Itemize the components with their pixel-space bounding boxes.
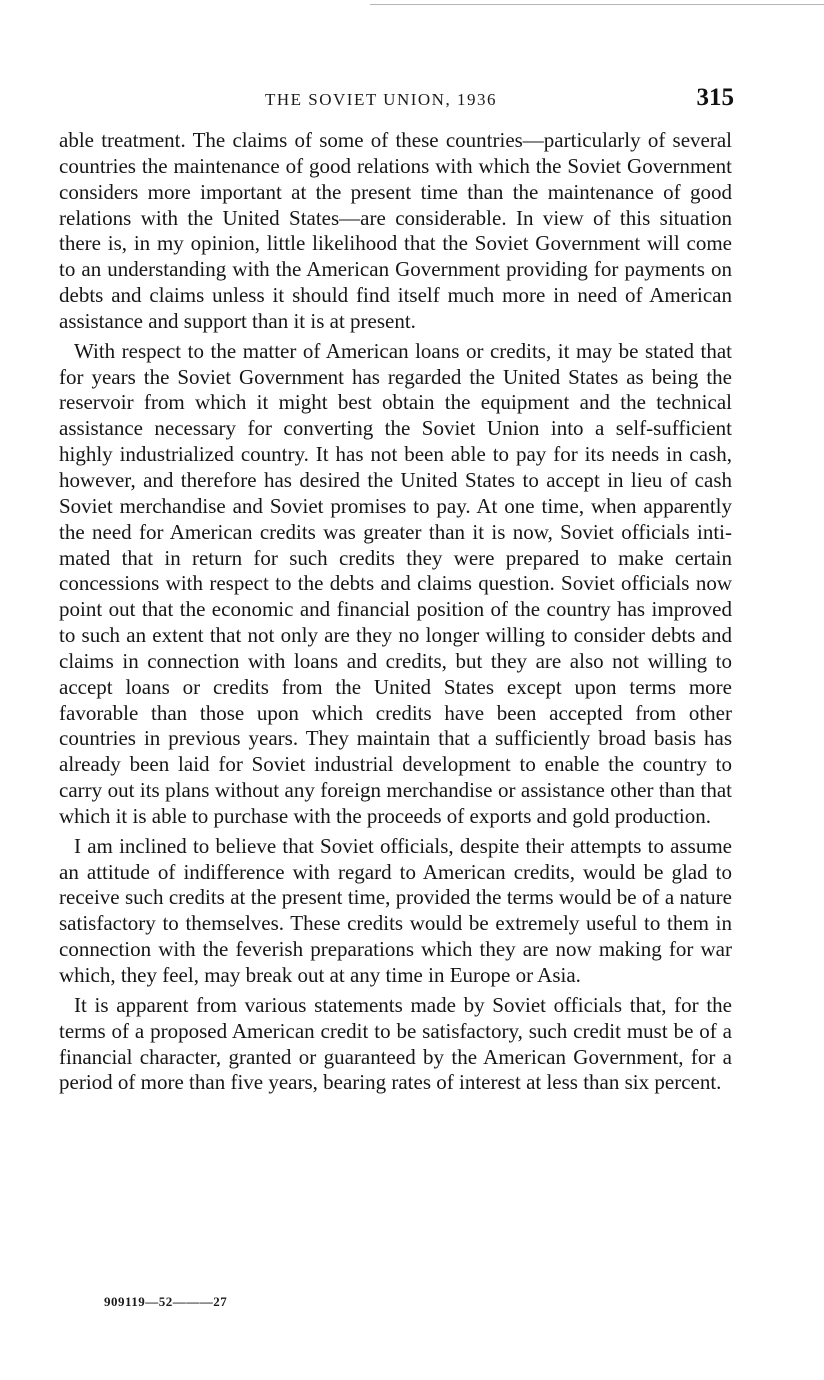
page-number: 315 (696, 84, 734, 111)
running-head-title: THE SOVIET UNION, 1936 (265, 90, 497, 109)
page-body (59, 128, 732, 1100)
printing-code: 909119—52———27 (104, 1294, 228, 1309)
top-edge-rule (370, 4, 824, 5)
paragraph-indifference: I am inclined to believe that Soviet officials, despite their attempts to assume an attitude of indifference with regard to American credits, would be glad to receive such credits at the present time, provided the terms would be of a nature satisfactory to themselves. These credits would be extremely useful to them in connection with the feverish preparations which they are now making for war which, they feel, may break out at any time in Europe or Asia. (59, 833, 732, 987)
paragraph-credit-terms: It is apparent from various statements made by Soviet officials that, for the terms of a proposed American credit to be satisfactory, such credit must be of a financial character, granted or guaranteed by the American Government, for a period of more than five years, bearing rates of interest at less than six percent. (59, 992, 732, 1095)
paragraph-loans-credits: With respect to the matter of American loans or credits, it may be stated that for years the Soviet Government has regarded the United States as being the reservoir from which it might best obtain the equipment and the technical assistance necessary for converting the Soviet Union into a self-sufficient highly industrialized country. It has not been able to pay for its needs in cash, however, and therefore has desired the United States to accept in lieu of cash Soviet merchandise and Soviet promises to pay. At one time, when apparently the need for American credits was greater than it is now, Soviet officials intimated that in return for such credits they were prepared to make certain concessions with respect to the debts and claims question. Soviet officials now point out that the economic and financial position of the country has improved to such an extent that not only are they no longer willing to consider debts and claims in connection with loans and credits, but they are also not willing to accept loans or credits from the United States except upon terms more favorable than those upon which credits have been accepted from other countries in previous years. They maintain that a sufficiently broad basis has already been laid for Soviet industrial development to enable the country to carry out its plans without any foreign merchandise or assistance other than that which it is able to purchase with the proceeds of exports and gold production. (59, 338, 732, 828)
paragraph-continued: able treatment. The claims of some of these countries—particularly of several countries the maintenance of good relations with which the Soviet Government considers more important at the present time than the maintenance of good relations with the United States—are considerable. In view of this situation there is, in my opinion, little likelihood that the Soviet Government will come to an understanding with the American Government providing for payments on debts and claims unless it should find itself much more in need of American assistance and support than it is at present. (59, 128, 732, 333)
